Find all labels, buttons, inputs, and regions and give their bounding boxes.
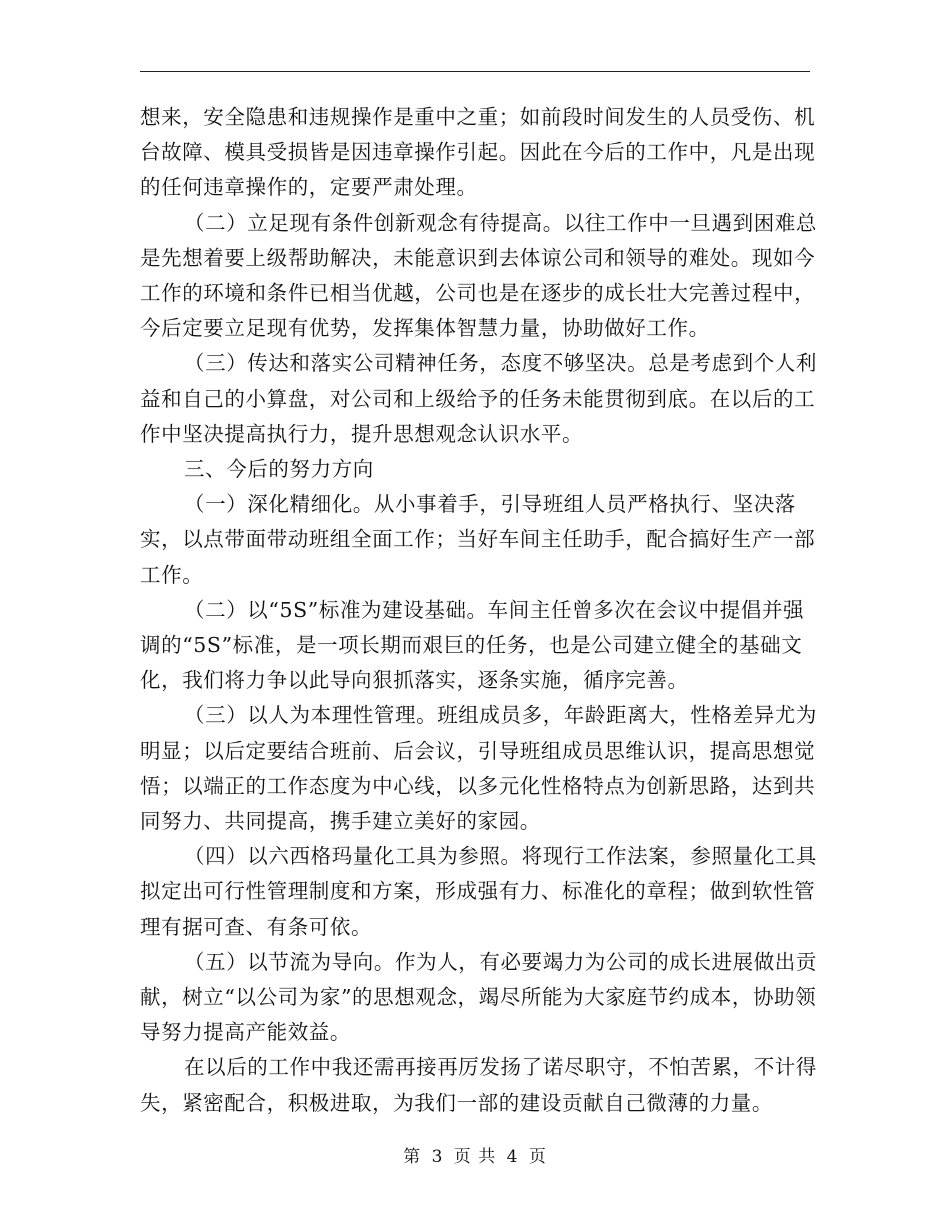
header-rule [140, 71, 810, 72]
paragraph: （二）立足现有条件创新观念有待提高。以往工作中一旦遇到困难总是先想着要上级帮助解决，未能意识到去体谅公司和领导的难处。现如今工作的环境和条件已相当优越，公司也是在逐步的成长壮大完善过程中，今后定要立足现有优势，发挥集体智慧力量，协助做好工作。 [140, 210, 817, 341]
paragraph: 在以后的工作中我还需再接再厉发扬了诺尽职守，不怕苦累，不计得失，紧密配合，积极进取，为我们一部的建设贡献自己微薄的力量。 [140, 1055, 817, 1115]
section-heading: 三、今后的努力方向 [184, 457, 374, 482]
paragraph: （四）以六西格玛量化工具为参照。将现行工作法案，参照量化工具拟定出可行性管理制度和方案，形成强有力、标准化的章程；做到软性管理有据可查、有条可依。 [140, 844, 817, 939]
paragraph: 想来，安全隐患和违规操作是重中之重；如前段时间发生的人员受伤、机台故障、模具受损皆是因违章操作引起。因此在今后的工作中，凡是出现的任何违章操作的，定要严肃处理。 [140, 105, 816, 200]
paragraph: （一）深化精细化。从小事着手，引导班组人员严格执行、坚决落实，以点带面带动班组全面工作；当好车间主任助手，配合搞好生产一部工作。 [140, 492, 816, 587]
page-footer [0, 1145, 950, 1169]
footer-middle: 页 共 [453, 1147, 497, 1167]
total-pages-number: 4 [506, 1147, 519, 1167]
document-body [140, 100, 820, 1121]
paragraph: （三）传达和落实公司精神任务，态度不够坚决。总是考虑到个人利益和自己的小算盘，对公司和上级给予的任务未能贯彻到底。在以后的工作中坚决提高执行力，提升思想观念认识水平。 [140, 351, 817, 446]
footer-suffix: 页 [528, 1147, 547, 1167]
paragraph: （二）以“5S”标准为建设基础。车间主任曾多次在会议中提倡并强调的“5S”标准，是一项长期而艰巨的任务，也是公司建立健全的基础文化，我们将力争以此导向狠抓落实，逐条实施，循序完善。 [140, 597, 805, 693]
current-page-number: 3 [431, 1147, 444, 1167]
paragraph: （五）以节流为导向。作为人，有必要竭力为公司的成长进展做出贡献，树立“以公司为家”的思想观念，竭尽所能为大家庭节约成本，协助领导努力提高产能效益。 [140, 949, 817, 1045]
footer-prefix: 第 [403, 1147, 422, 1167]
paragraph: （三）以人为本理性管理。班组成员多，年龄距离大，性格差异尤为明显；以后定要结合班前、后会议，引导班组成员思维认识，提高思想觉悟；以端正的工作态度为中心线，以多元化性格特点为创新思路，达到共同努力、共同提高，携手建立美好的家园。 [140, 703, 817, 834]
